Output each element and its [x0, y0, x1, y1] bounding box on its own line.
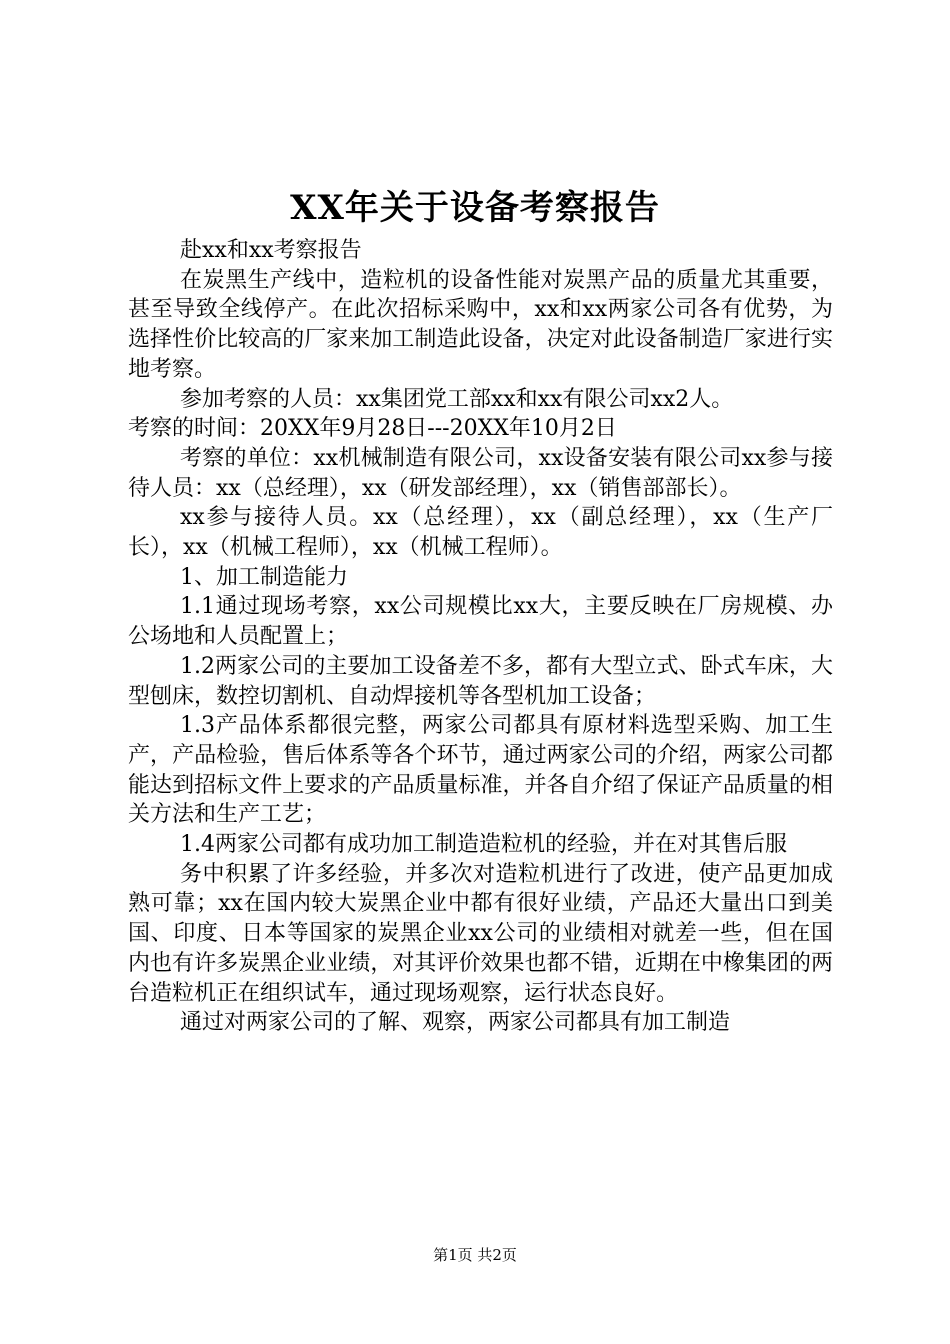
- paragraph-item-1-2: 1.2两家公司的主要加工设备差不多，都有大型立式、卧式车床，大型刨床，数控切割机、自动焊接机等各型机加工设备；: [128, 653, 833, 709]
- paragraph-conclusion-start: 通过对两家公司的了解、观察，两家公司都具有加工制造: [180, 1010, 731, 1036]
- paragraph-item-1-1: 1.1通过现场考察，xx公司规模比xx大，主要反映在厂房规模、办公场地和人员配置上；: [128, 594, 833, 650]
- page-number-footer: 第1页 共2页: [433, 1246, 517, 1264]
- paragraph-item-1-4: 1.4两家公司都有成功加工制造造粒机的经验，并在对其售后服: [180, 832, 787, 858]
- document-title: XX年关于设备考察报告: [290, 188, 660, 228]
- paragraph-participants: 参加考察的人员：xx集团党工部xx和xx有限公司xx2人。: [180, 386, 734, 412]
- section-heading-manufacturing-capability: 1、加工制造能力: [180, 564, 348, 590]
- paragraph-subtitle: 赴xx和xx考察报告: [180, 238, 362, 263]
- document-body: [128, 236, 833, 1038]
- paragraph-background: 在炭黑生产线中，造粒机的设备性能对炭黑产品的质量尤其重要，甚至导致全线停产。在此次招标采购中，xx和xx两家公司各有优势，为选择性价比较高的厂家来加工制造此设备，决定对此设备制造厂家进行实地考察。: [128, 267, 833, 382]
- paragraph-inspected-units: 考察的单位：xx机械制造有限公司，xx设备安装有限公司xx参与接待人员：xx（总经理），xx（研发部经理），xx（销售部部长）。: [128, 445, 833, 501]
- paragraph-item-1-3: 1.3产品体系都很完整，两家公司都具有原材料选型采购、加工生产，产品检验，售后体系等各个环节，通过两家公司的介绍，两家公司都能达到招标文件上要求的产品质量标准，并各自介绍了保证产品质量的相关方法和生产工艺；: [128, 713, 833, 828]
- paragraph-reception-staff: xx参与接待人员。xx（总经理），xx（副总经理），xx（生产厂长），xx（机械工程师），xx（机械工程师）。: [128, 505, 833, 561]
- paragraph-inspection-time: 考察的时间：20XX年9月28日---20XX年10月2日: [128, 416, 617, 442]
- paragraph-service-experience: 务中积累了许多经验，并多次对造粒机进行了改进，使产品更加成熟可靠；xx在国内较大炭黑企业中都有很好业绩，产品还大量出口到美国、印度、日本等国家的炭黑企业xx公司的业绩相对就差一些，但在国内也有许多炭黑企业业绩，对其评价效果也都不错，近期在中橡集团的两台造粒机正在组织试车，通过现场观察，运行状态良好。: [128, 861, 833, 1006]
